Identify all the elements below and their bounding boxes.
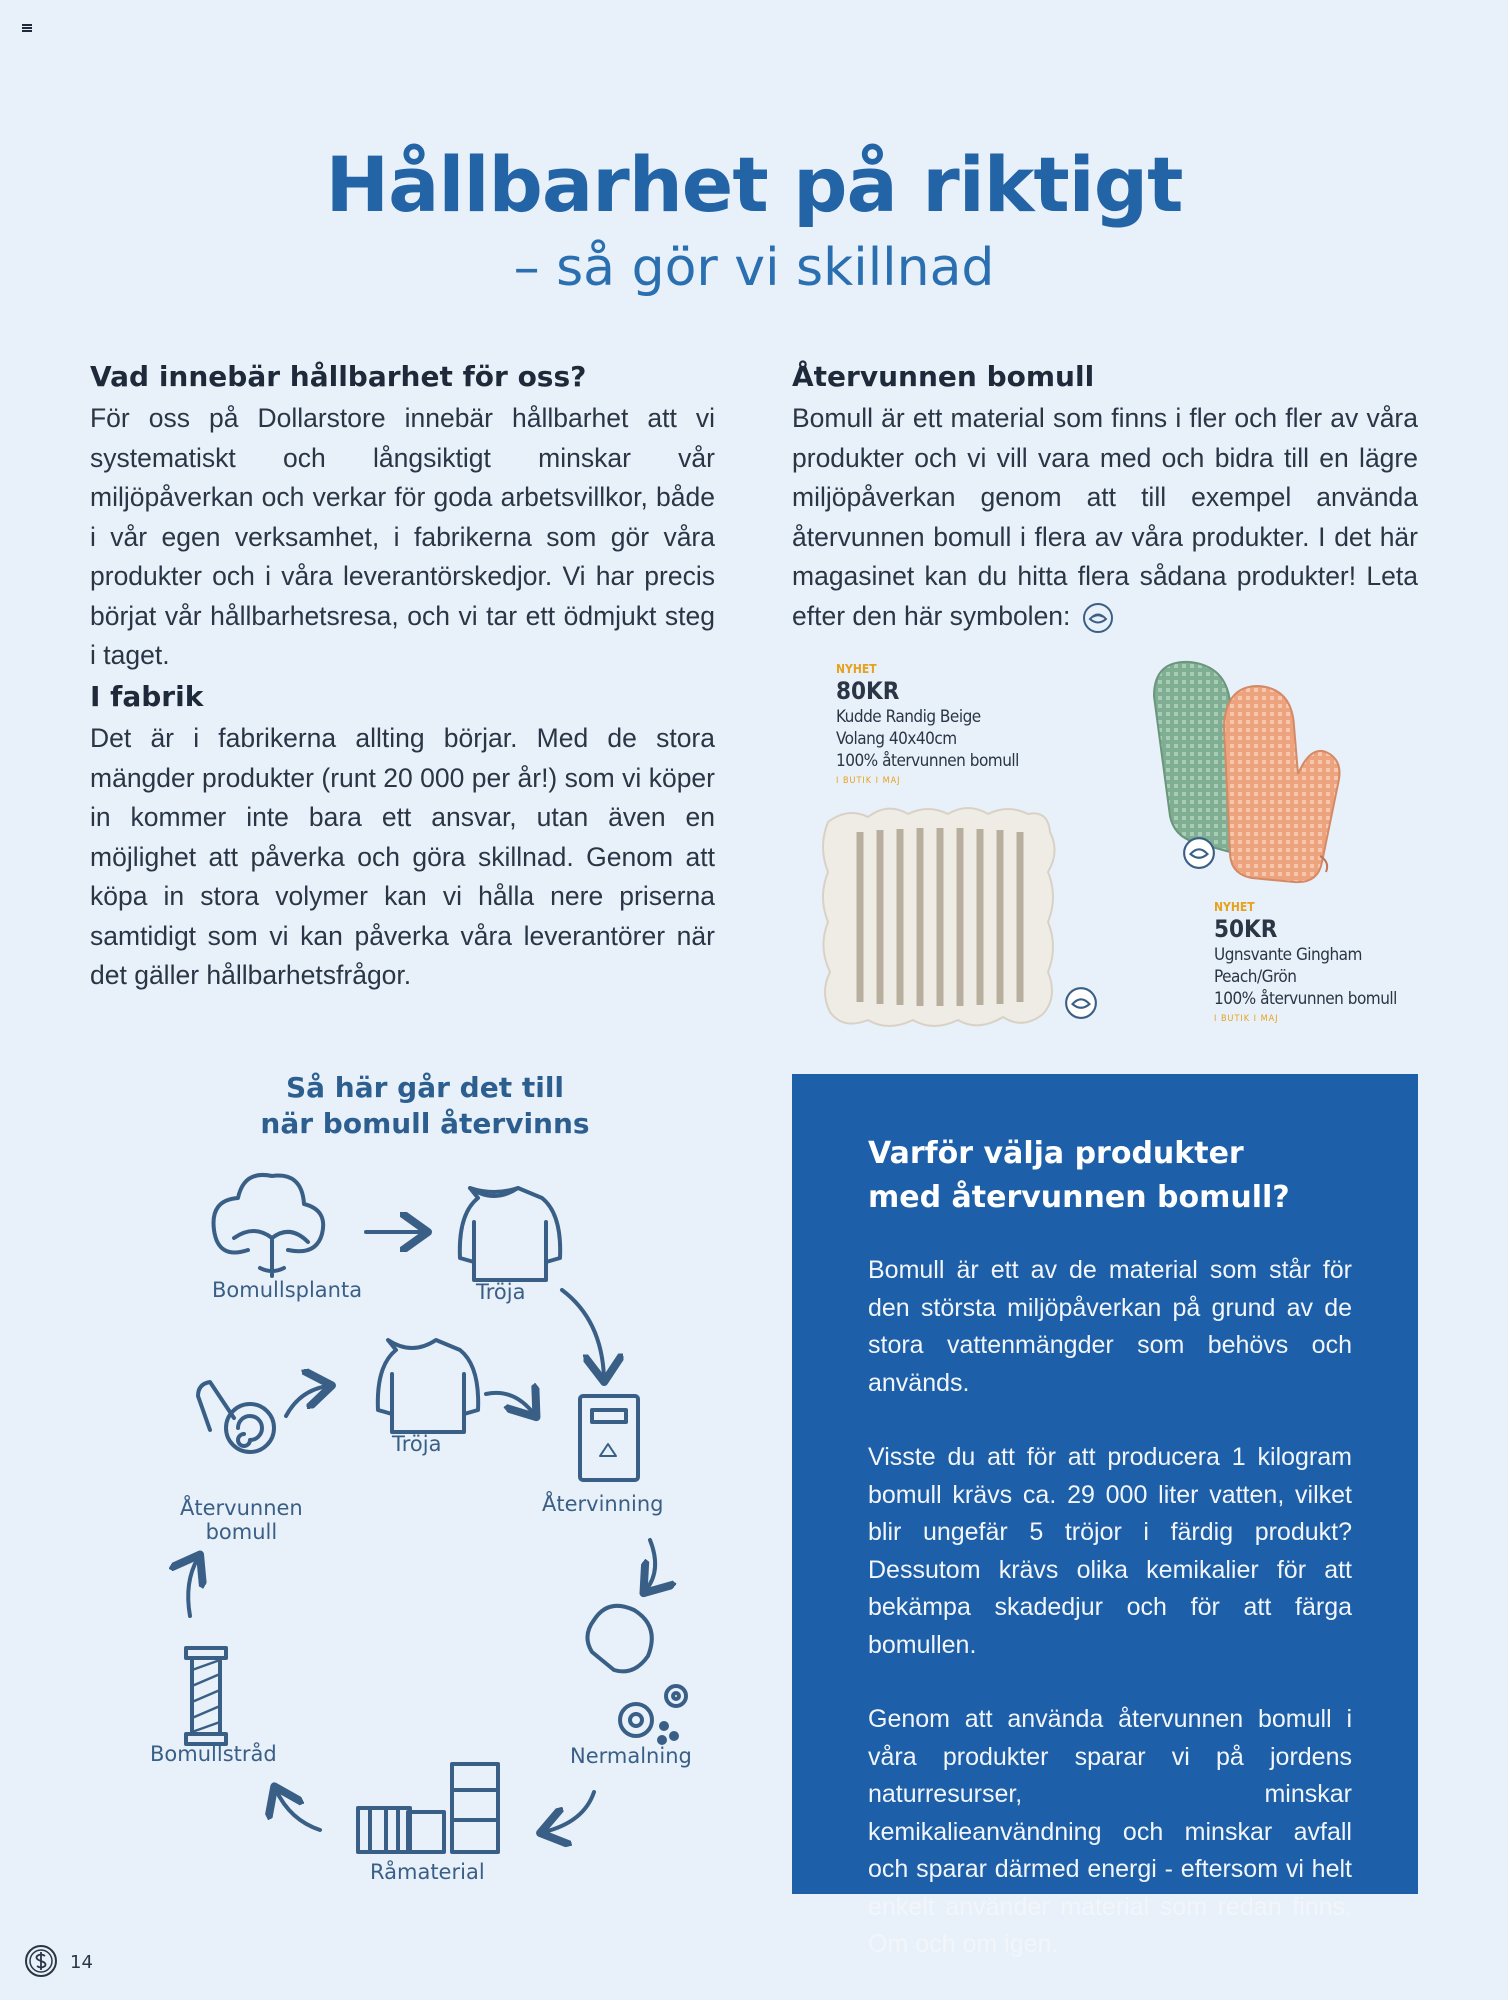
thread-spool-icon: [186, 1648, 226, 1744]
section-recycled-cotton: [792, 360, 1418, 636]
step-label: Bomullstråd: [150, 1742, 277, 1766]
info-box: [792, 1074, 1418, 1958]
product-name-2: Volang 40x40cm: [836, 729, 957, 749]
product-name-2: Peach/Grön: [1214, 967, 1297, 987]
sweater-icon: [460, 1188, 560, 1280]
section-body: [792, 399, 1418, 636]
step-label-line1: Återvunnen: [180, 1496, 303, 1520]
section-body: För oss på Dollarstore innebär hållbarhet att vi systematiskt och långsiktigt minskar vår miljöpåverkan och verkar för goda arbetsvillkor, både i vår egen verksamhet, i fabrikerna som gör våra produkter och i våra leverantörskedjor. Vi har precis börjat vår hållbarhetsresa, och vi tar ett ödmjukt steg i taget.: [90, 403, 715, 670]
product-availability: I BUTIK I MAJ: [836, 776, 901, 786]
cotton-plant-icon: [214, 1175, 324, 1276]
product-material: 100% återvunnen bomull: [836, 751, 1019, 771]
grinding-icon: [587, 1606, 686, 1743]
arrow-icon: [486, 1393, 534, 1414]
product-pillow-info: [836, 662, 1066, 786]
product-price: 50KR: [1214, 915, 1278, 943]
arrow-icon: [276, 1790, 320, 1830]
product-name: Ugnsvante Gingham: [1214, 945, 1362, 965]
section-body-text: Bomull är ett material som finns i fler och fler av våra produkter och vi vill vara med och bidra till en lägre miljöpåverkan genom att till exempel använda återvunnen bomull i flera av våra produkter. I det här magasinet kan du hitta flera sådana produkter! Leta efter den här symbolen:: [792, 403, 1418, 631]
section-factory: [90, 680, 715, 996]
info-box-paragraph: Bomull är ett av de material som står för den största miljöpåverkan på grund av de stora vattenmängder som behövs och används.: [868, 1256, 1352, 1397]
arrow-icon: [286, 1386, 328, 1416]
page-subtitle: – så gör vi skillnad: [513, 238, 995, 298]
product-badge: NYHET: [836, 662, 877, 676]
recycling-diagram: [130, 1160, 730, 1900]
step-label: Återvinning: [542, 1492, 664, 1516]
pillow-image: [818, 802, 1058, 1032]
page-title: Hållbarhet på riktigt: [325, 140, 1183, 229]
diagram-title: [200, 1070, 650, 1142]
step-label: Bomullsplanta: [212, 1278, 363, 1302]
product-material: 100% återvunnen bomull: [1214, 989, 1397, 1009]
recycled-cotton-icon: [1182, 836, 1216, 870]
section-heading: Återvunnen bomull: [792, 360, 1095, 393]
step-label-line2: bomull: [205, 1520, 278, 1544]
dollarstore-logo-icon: [24, 1944, 58, 1978]
section-body: Det är i fabrikerna allting börjar. Med de stora mängder produkter (runt 20 000 per år!) som vi köper in kommer inte bara ett ansvar, utan även en möjlighet att påverka och göra skillnad. Genom att köpa in stora volymer kan vi hålla nere priserna samtidigt som vi kan påverka våra leverantörer när det gäller hållbarhetsfrågor.: [90, 723, 715, 990]
sweater-icon: [378, 1340, 478, 1432]
product-availability: I BUTIK I MAJ: [1214, 1014, 1279, 1024]
arrow-icon: [646, 1540, 655, 1590]
info-box-heading: [868, 1132, 1352, 1220]
info-box-paragraph: Visste du att för att producera 1 kilogram bomull krävs ca. 29 000 liter vatten, vilket blir ungefär 5 tröjor i färdig produkt? Dessutom krävs olika kemikalier för att bekämpa skadedjur och för att färga bomullen.: [868, 1443, 1352, 1659]
arrow-icon: [188, 1558, 198, 1616]
diagram-title-line2: när bomull återvinns: [260, 1107, 590, 1140]
section-heading: Vad innebär hållbarhet för oss?: [90, 360, 587, 393]
section-sustainability: [90, 360, 715, 676]
recycled-cotton-icon: [1082, 602, 1114, 634]
product-price: 80KR: [836, 677, 900, 705]
raw-material-icon: [358, 1764, 498, 1852]
arrow-icon: [562, 1290, 604, 1378]
recycled-cotton-icon: [1064, 986, 1098, 1020]
info-box-heading-line2: med återvunnen bomull?: [868, 1180, 1290, 1215]
recycled-cotton-roll-icon: [198, 1382, 274, 1452]
arrow-icon: [544, 1792, 594, 1832]
step-label: Tröja: [476, 1280, 526, 1304]
section-heading: I fabrik: [90, 680, 204, 713]
menu-icon[interactable]: [22, 24, 32, 32]
diagram-title-line1: Så här går det till: [285, 1071, 565, 1104]
step-label: [180, 1496, 303, 1544]
product-badge: NYHET: [1214, 900, 1255, 914]
step-label: Nermalning: [570, 1744, 692, 1768]
step-label: Tröja: [392, 1432, 442, 1456]
product-name: Kudde Randig Beige: [836, 707, 981, 727]
product-mitts-info: [1214, 900, 1434, 1024]
page-number: 14: [70, 1952, 93, 1973]
step-label: Råmaterial: [370, 1860, 485, 1884]
info-box-paragraph: Genom att använda återvunnen bomull i våra produkter sparar vi på jordens naturresurser, minskar kemikalieanvändning och minskar avfall och sparar därmed energi - eftersom vi helt enkelt använder material som redan finns. Om och om igen.: [868, 1705, 1352, 1958]
recycling-bin-icon: [580, 1396, 638, 1480]
oven-mitts-image: [1134, 656, 1388, 896]
info-box-heading-line1: Varför välja produkter: [868, 1136, 1244, 1171]
